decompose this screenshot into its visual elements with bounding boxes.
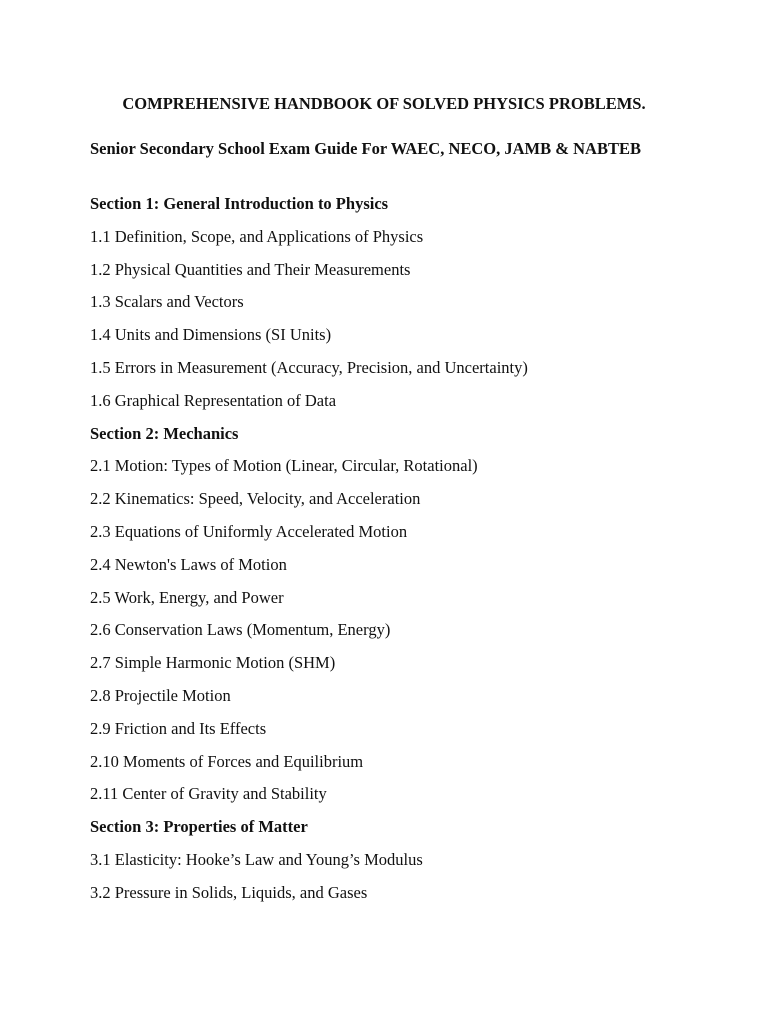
table-of-contents [90, 194, 528, 916]
toc-item: 2.2 Kinematics: Speed, Velocity, and Acceleration [90, 489, 421, 509]
toc-item: 2.10 Moments of Forces and Equilibrium [90, 751, 364, 771]
toc-item: 3.2 Pressure in Solids, Liquids, and Gases [90, 882, 368, 902]
toc-item: 1.6 Graphical Representation of Data [90, 390, 337, 410]
toc-item: 2.4 Newton's Laws of Motion [90, 554, 287, 574]
toc-item: 1.3 Scalars and Vectors [90, 292, 244, 312]
toc-item: 2.3 Equations of Uniformly Accelerated Motion [90, 521, 408, 541]
document-subtitle: Senior Secondary School Exam Guide For WAEC, NECO, JAMB & NABTEB [90, 139, 641, 158]
toc-item: 3.1 Elasticity: Hooke’s Law and Young’s Modulus [90, 849, 423, 869]
toc-item: 2.1 Motion: Types of Motion (Linear, Circular, Rotational) [90, 456, 478, 476]
toc-item: 2.6 Conservation Laws (Momentum, Energy) [90, 620, 391, 640]
document-title: COMPREHENSIVE HANDBOOK OF SOLVED PHYSICS PROBLEMS. [122, 94, 646, 113]
toc-item: 1.5 Errors in Measurement (Accuracy, Precision, and Uncertainty) [90, 357, 528, 377]
toc-item: 2.9 Friction and Its Effects [90, 718, 267, 738]
section-heading: Section 2: Mechanics [90, 423, 239, 443]
toc-item: 2.7 Simple Harmonic Motion (SHM) [90, 653, 336, 673]
toc-item: 2.8 Projectile Motion [90, 685, 231, 705]
section-heading: Section 3: Properties of Matter [90, 817, 308, 837]
toc-item: 2.5 Work, Energy, and Power [90, 587, 284, 607]
toc-item: 2.11 Center of Gravity and Stability [90, 784, 327, 804]
section-heading: Section 1: General Introduction to Physics [90, 194, 389, 213]
toc-item: 1.4 Units and Dimensions (SI Units) [90, 325, 332, 345]
toc-item: 1.1 Definition, Scope, and Applications of Physics [90, 226, 424, 246]
toc-item: 1.2 Physical Quantities and Their Measurements [90, 259, 411, 279]
